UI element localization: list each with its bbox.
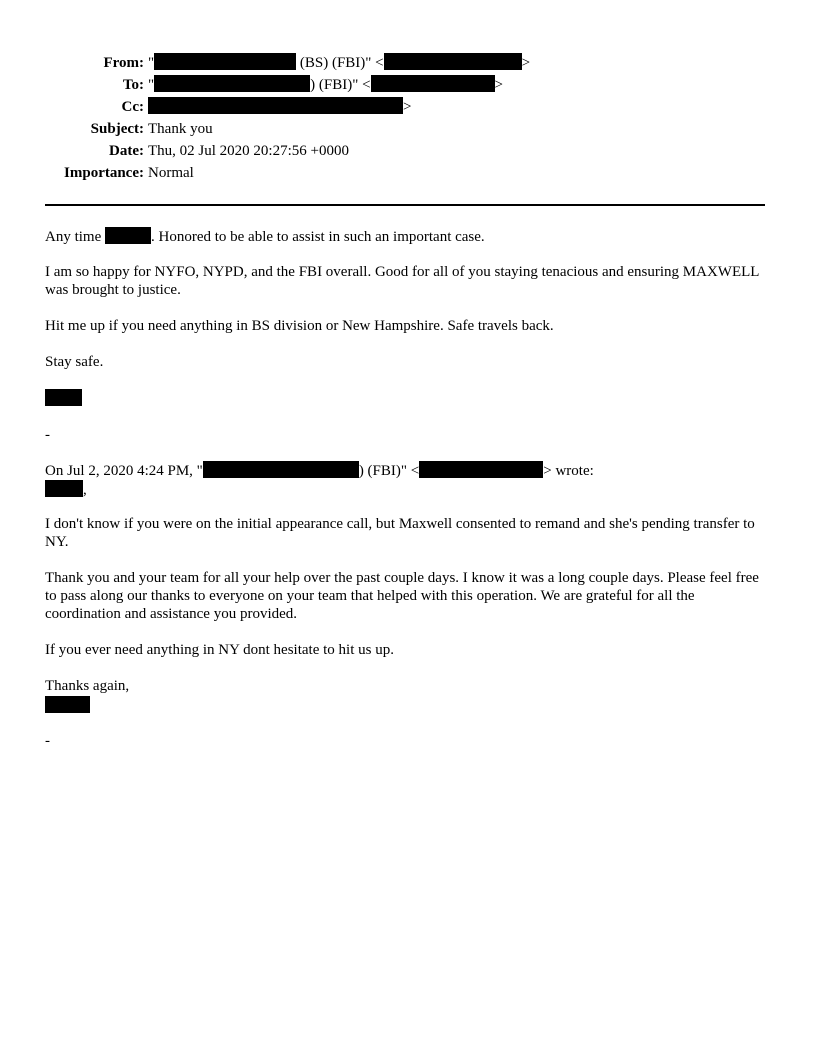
redaction-block bbox=[371, 75, 495, 92]
date-value: Thu, 02 Jul 2020 20:27:56 +0000 bbox=[148, 143, 349, 159]
from-label: From: bbox=[103, 55, 144, 71]
greeting-comma: , bbox=[83, 482, 87, 498]
reply-paragraph-4: Stay safe. bbox=[45, 354, 104, 370]
reply-line-1-end: . Honored to be able to assist in such an important case. bbox=[151, 229, 485, 245]
quoted-paragraph-2: Thank you and your team for all your help over the past couple days. I know it was a long couple days. Please feel free to pass along our thanks to everyone on your team that helped with this operation. We are grateful for all the coordination and assistance you provided. bbox=[45, 570, 759, 622]
redaction-block bbox=[419, 461, 543, 478]
quoted-paragraph-1: I don't know if you were on the initial appearance call, but Maxwell consented to remand and she's pending transfer to NY. bbox=[45, 516, 755, 550]
cc-value bbox=[148, 96, 411, 118]
reply-line-1 bbox=[45, 227, 767, 246]
subject-row bbox=[0, 118, 816, 140]
to-close: > bbox=[494, 77, 504, 93]
redaction-block bbox=[203, 461, 359, 478]
importance-row bbox=[0, 162, 816, 184]
separator-2: - bbox=[45, 733, 50, 749]
to-value bbox=[148, 74, 503, 96]
redaction-block bbox=[384, 53, 522, 70]
from-value bbox=[148, 52, 530, 74]
quoted-intro-mid: ) (FBI)" < bbox=[358, 463, 420, 479]
subject-label: Subject: bbox=[90, 121, 144, 137]
quoted-closing: Thanks again, bbox=[45, 678, 130, 694]
to-label: To: bbox=[122, 77, 144, 93]
to-mid-text: ) (FBI)" < bbox=[310, 77, 371, 93]
redaction-block bbox=[148, 97, 403, 114]
redaction-block bbox=[154, 53, 296, 70]
from-quote: " bbox=[148, 55, 155, 71]
redaction-block bbox=[105, 227, 151, 244]
to-quote: " bbox=[148, 77, 155, 93]
from-mid-text: (BS) (FBI)" < bbox=[296, 55, 384, 71]
quoted-greeting bbox=[45, 480, 767, 499]
redaction-block bbox=[45, 696, 90, 713]
cc-row bbox=[0, 96, 816, 118]
cc-close: > bbox=[403, 99, 412, 115]
email-header bbox=[0, 52, 816, 184]
from-close: > bbox=[521, 55, 531, 71]
cc-label: Cc: bbox=[121, 99, 144, 115]
separator-1: - bbox=[45, 427, 50, 443]
signature-redaction bbox=[45, 389, 767, 408]
quoted-paragraph-3: If you ever need anything in NY dont hesitate to hit us up. bbox=[45, 642, 394, 658]
quoted-signature-redaction bbox=[45, 696, 767, 715]
header-divider bbox=[45, 204, 765, 206]
quoted-intro-start: On Jul 2, 2020 4:24 PM, " bbox=[45, 463, 203, 479]
redaction-block bbox=[154, 75, 310, 92]
from-row bbox=[0, 52, 816, 74]
importance-label: Importance: bbox=[64, 165, 144, 181]
subject-value: Thank you bbox=[148, 121, 213, 137]
redaction-block bbox=[45, 389, 82, 406]
date-label: Date: bbox=[109, 143, 144, 159]
reply-paragraph-2: I am so happy for NYFO, NYPD, and the FBI overall. Good for all of you staying tenacious and ensuring MAXWELL was brought to justice. bbox=[45, 264, 759, 298]
quoted-intro-end: > wrote: bbox=[543, 463, 594, 479]
redaction-block bbox=[45, 480, 83, 497]
importance-value: Normal bbox=[148, 165, 194, 181]
reply-paragraph-3: Hit me up if you need anything in BS division or New Hampshire. Safe travels back. bbox=[45, 318, 554, 334]
date-row bbox=[0, 140, 816, 162]
to-row bbox=[0, 74, 816, 96]
quoted-intro bbox=[45, 461, 767, 480]
reply-line-1-start: Any time bbox=[45, 229, 105, 245]
